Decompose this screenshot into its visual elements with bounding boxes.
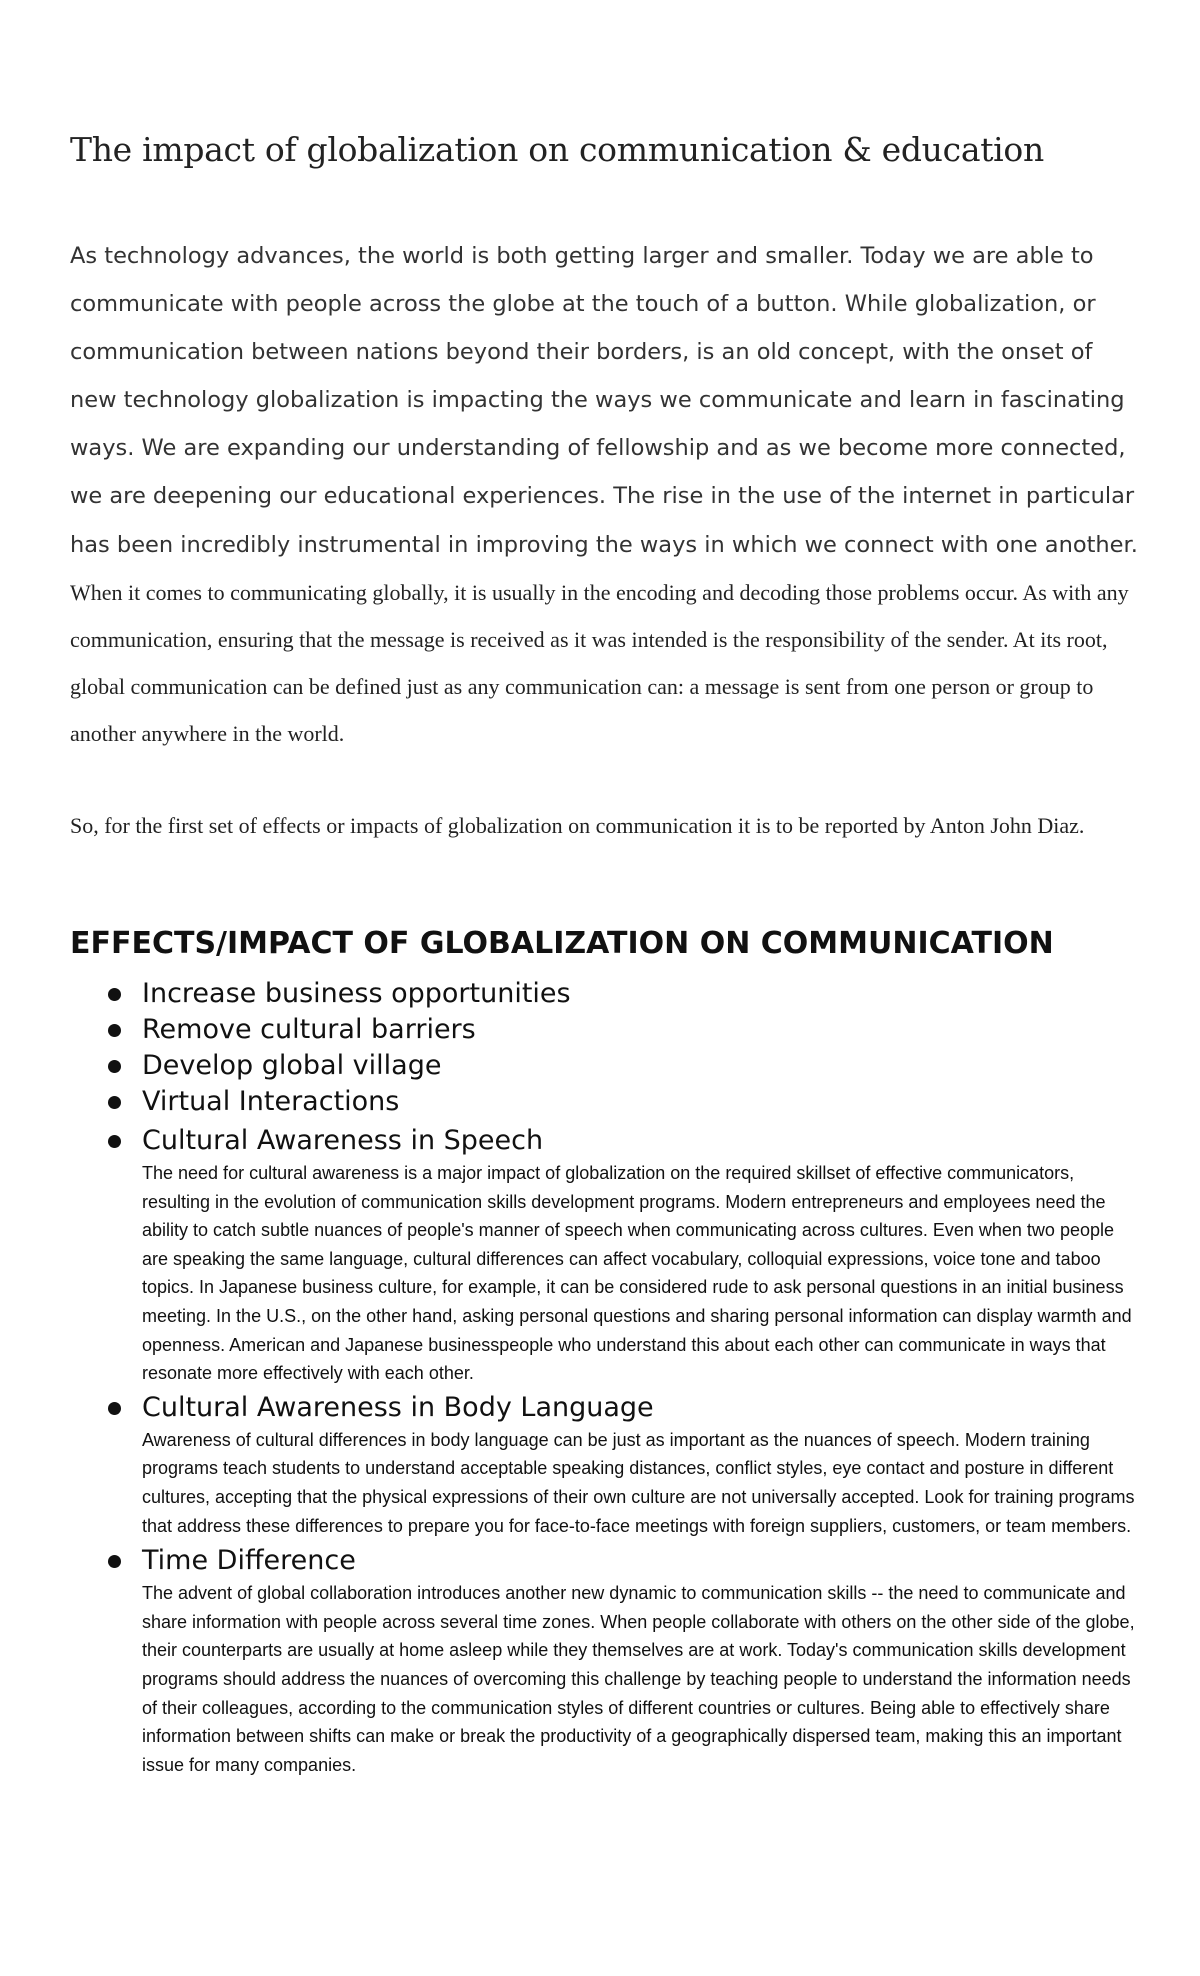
list-item [70, 1084, 1140, 1120]
intro-text-serif: When it comes to communicating globally, it is usually in the encoding and decoding those problems occur. As with any communication, ensuring that the message is received as it was intended is the responsibility of the sender. At its root, global communication can be defined just as any communication can: a message is sent from one person or group to another anywhere in the world. [70, 579, 1129, 746]
document-title: The impact of globalization on communication & education [70, 130, 1044, 169]
effect-description: The advent of global collaboration introduces another new dynamic to communication skills -- the need to communicate and share information with people across several time zones. When people collaborate with others on the other side of the globe, their counterparts are usually at home asleep while they themselves are at work. Today's communication skills development programs should address the nuances of overcoming this challenge by teaching people to understand the information needs of their colleagues, according to the communication styles of different countries or cultures. Being able to effectively share information between shifts can make or break the productivity of a geographically dispersed team, making this an important issue for many companies. [142, 1583, 1135, 1775]
bullet-icon [108, 1135, 121, 1148]
bullet-icon [108, 1024, 121, 1037]
effect-title: Cultural Awareness in Body Language [142, 1391, 654, 1423]
bullet-icon [108, 988, 121, 1001]
intro-text-sans: As technology advances, the world is both getting larger and smaller. Today we are able to communicate with people across the globe at the touch of a button. While globalization, or communication between nations beyond their borders, is an old concept, with the onset of new technology globalization is impacting the ways we communicate and learn in fascinating ways. We are expanding our understanding of fellowship and as we become more connected, we are deepening our educational experiences. The rise in the use of the internet in particular has been incredibly instrumental in improving the ways in which we connect with one another. [70, 243, 1138, 558]
effect-title: Remove cultural barriers [142, 1014, 476, 1045]
effect-title: Virtual Interactions [142, 1086, 400, 1117]
list-item [70, 1390, 1140, 1540]
section-heading: EFFECTS/IMPACT OF GLOBALIZATION ON COMMUNICATION [70, 926, 1054, 961]
effect-title: Cultural Awareness in Speech [142, 1125, 544, 1156]
effect-description: The need for cultural awareness is a major impact of globalization on the required skillset of effective communicators, resulting in the evolution of communication skills development programs. Modern entrepreneurs and employees need the ability to catch subtle nuances of people's manner of speech when communicating across cultures. Even when two people are speaking the same language, cultural differences can affect vocabulary, colloquial expressions, voice tone and taboo topics. In Japanese business culture, for example, it can be considered rude to ask personal questions in an initial business meeting. In the U.S., on the other hand, asking personal questions and sharing personal information can display warmth and openness. American and Japanese businesspeople who understand this about each other can communicate in ways that resonate more effectively with each other. [142, 1163, 1132, 1384]
list-item [70, 1123, 1140, 1388]
intro-paragraph [70, 232, 1140, 757]
reporter-note: So, for the first set of effects or impacts of globalization on communication it is to be reported by Anton John Diaz. [70, 813, 1085, 838]
effect-title: Time Difference [142, 1545, 356, 1577]
list-item [70, 976, 1140, 1012]
bullet-icon [108, 1402, 121, 1415]
list-item [70, 1048, 1140, 1084]
bullet-icon [108, 1096, 121, 1109]
bullet-icon [108, 1060, 121, 1073]
effect-title: Develop global village [142, 1050, 442, 1081]
list-item [70, 1012, 1140, 1048]
list-item [70, 1543, 1140, 1779]
effect-description: Awareness of cultural differences in body language can be just as important as the nuances of speech. Modern training programs teach students to understand acceptable speaking distances, conflict styles, eye contact and posture in different cultures, accepting that the physical expressions of their own culture are not universally accepted. Look for training programs that address these differences to prepare you for face-to-face meetings with foreign suppliers, customers, or team members. [142, 1429, 1135, 1536]
effects-list [70, 976, 1140, 1779]
effect-title: Increase business opportunities [142, 978, 571, 1009]
bullet-icon [108, 1555, 121, 1568]
